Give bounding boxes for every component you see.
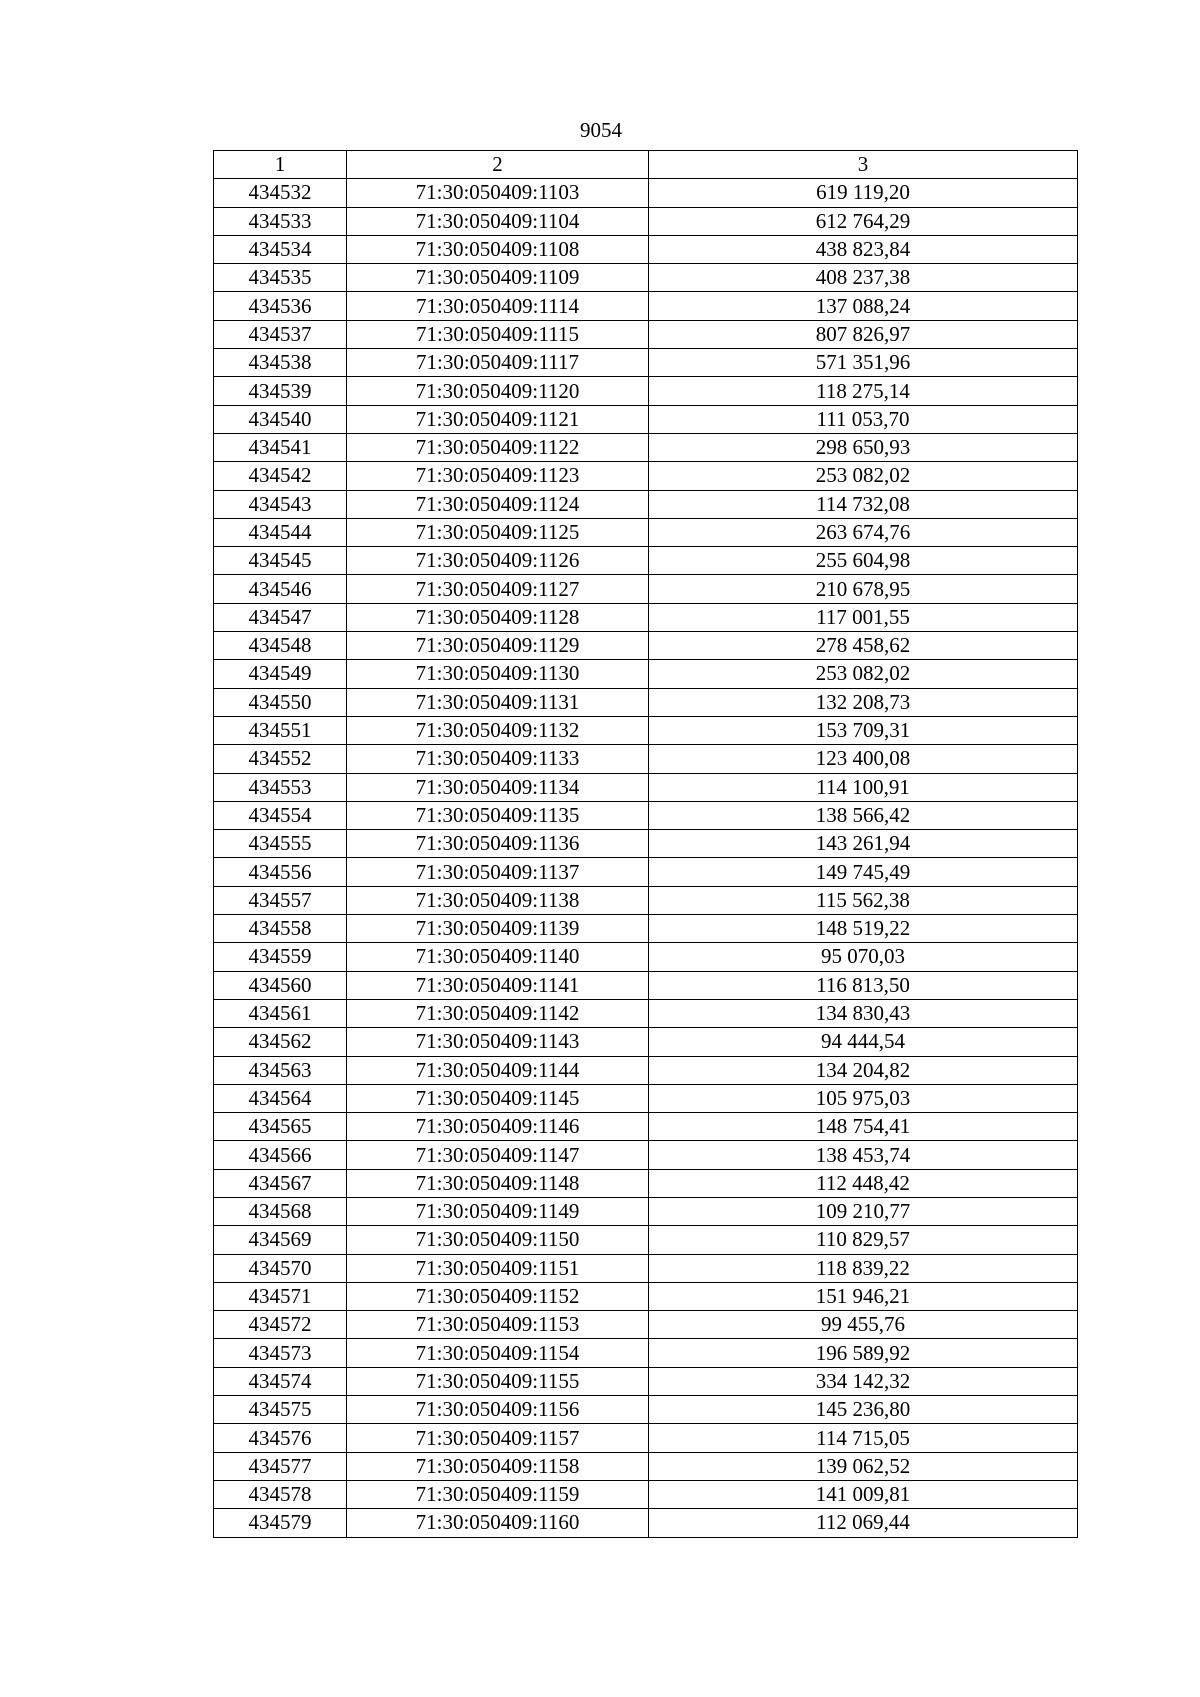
table-row [214, 999, 1078, 1027]
row-number-cell: 434553 [214, 773, 347, 801]
cadastral-number-cell: 71:30:050409:1158 [347, 1452, 649, 1480]
cadastral-value-cell: 210 678,95 [649, 575, 1078, 603]
cadastral-value-cell: 153 709,31 [649, 716, 1078, 744]
row-number-cell: 434578 [214, 1480, 347, 1508]
cadastral-number-cell: 71:30:050409:1155 [347, 1367, 649, 1395]
table-row [214, 320, 1078, 348]
table-row [214, 292, 1078, 320]
cadastral-value-cell: 110 829,57 [649, 1226, 1078, 1254]
cadastral-value-cell: 141 009,81 [649, 1480, 1078, 1508]
cadastral-number-cell: 71:30:050409:1121 [347, 405, 649, 433]
cadastral-value-cell: 807 826,97 [649, 320, 1078, 348]
cadastral-number-cell: 71:30:050409:1150 [347, 1226, 649, 1254]
cadastral-number-cell: 71:30:050409:1133 [347, 745, 649, 773]
cadastral-value-cell: 115 562,38 [649, 886, 1078, 914]
cadastral-value-cell: 334 142,32 [649, 1367, 1078, 1395]
cadastral-value-cell: 253 082,02 [649, 462, 1078, 490]
column-header-2: 2 [347, 151, 649, 179]
cadastral-number-cell: 71:30:050409:1144 [347, 1056, 649, 1084]
cadastral-value-cell: 123 400,08 [649, 745, 1078, 773]
cadastral-number-cell: 71:30:050409:1149 [347, 1197, 649, 1225]
cadastral-number-cell: 71:30:050409:1132 [347, 716, 649, 744]
cadastral-value-cell: 196 589,92 [649, 1339, 1078, 1367]
row-number-cell: 434536 [214, 292, 347, 320]
table-row [214, 264, 1078, 292]
cadastral-value-cell: 112 069,44 [649, 1509, 1078, 1537]
cadastral-number-cell: 71:30:050409:1104 [347, 207, 649, 235]
cadastral-number-cell: 71:30:050409:1135 [347, 801, 649, 829]
cadastral-value-cell: 99 455,76 [649, 1311, 1078, 1339]
table-row [214, 1056, 1078, 1084]
table-row [214, 632, 1078, 660]
cadastral-value-cell: 114 715,05 [649, 1424, 1078, 1452]
row-number-cell: 434541 [214, 433, 347, 461]
table-row [214, 349, 1078, 377]
cadastral-value-cell: 111 053,70 [649, 405, 1078, 433]
cadastral-number-cell: 71:30:050409:1157 [347, 1424, 649, 1452]
cadastral-number-cell: 71:30:050409:1126 [347, 547, 649, 575]
row-number-cell: 434569 [214, 1226, 347, 1254]
cadastral-number-cell: 71:30:050409:1115 [347, 320, 649, 348]
table-row [214, 433, 1078, 461]
row-number-cell: 434546 [214, 575, 347, 603]
row-number-cell: 434555 [214, 830, 347, 858]
cadastral-number-cell: 71:30:050409:1138 [347, 886, 649, 914]
row-number-cell: 434539 [214, 377, 347, 405]
cadastral-value-cell: 109 210,77 [649, 1197, 1078, 1225]
cadastral-number-cell: 71:30:050409:1143 [347, 1028, 649, 1056]
cadastral-number-cell: 71:30:050409:1159 [347, 1480, 649, 1508]
registry-table [213, 150, 1078, 1538]
table-row [214, 1226, 1078, 1254]
row-number-cell: 434564 [214, 1084, 347, 1112]
row-number-cell: 434549 [214, 660, 347, 688]
cadastral-value-cell: 114 100,91 [649, 773, 1078, 801]
row-number-cell: 434579 [214, 1509, 347, 1537]
table-row [214, 745, 1078, 773]
cadastral-number-cell: 71:30:050409:1139 [347, 915, 649, 943]
table-row [214, 915, 1078, 943]
table-row [214, 1424, 1078, 1452]
cadastral-value-cell: 118 839,22 [649, 1254, 1078, 1282]
row-number-cell: 434543 [214, 490, 347, 518]
cadastral-number-cell: 71:30:050409:1124 [347, 490, 649, 518]
cadastral-number-cell: 71:30:050409:1117 [347, 349, 649, 377]
row-number-cell: 434557 [214, 886, 347, 914]
table-row [214, 1480, 1078, 1508]
cadastral-number-cell: 71:30:050409:1125 [347, 518, 649, 546]
page-number: 9054 [580, 118, 622, 142]
table-row [214, 603, 1078, 631]
table-row [214, 660, 1078, 688]
cadastral-number-cell: 71:30:050409:1141 [347, 971, 649, 999]
row-number-cell: 434544 [214, 518, 347, 546]
table-row [214, 207, 1078, 235]
row-number-cell: 434538 [214, 349, 347, 377]
table-row [214, 716, 1078, 744]
cadastral-value-cell: 138 453,74 [649, 1141, 1078, 1169]
table-row [214, 405, 1078, 433]
cadastral-value-cell: 255 604,98 [649, 547, 1078, 575]
column-header-3: 3 [649, 151, 1078, 179]
row-number-cell: 434537 [214, 320, 347, 348]
column-header-1: 1 [214, 151, 347, 179]
cadastral-value-cell: 137 088,24 [649, 292, 1078, 320]
cadastral-value-cell: 408 237,38 [649, 264, 1078, 292]
table-row [214, 1282, 1078, 1310]
cadastral-value-cell: 114 732,08 [649, 490, 1078, 518]
row-number-cell: 434575 [214, 1396, 347, 1424]
table-row [214, 462, 1078, 490]
cadastral-number-cell: 71:30:050409:1131 [347, 688, 649, 716]
table-row [214, 547, 1078, 575]
row-number-cell: 434561 [214, 999, 347, 1027]
cadastral-number-cell: 71:30:050409:1140 [347, 943, 649, 971]
cadastral-value-cell: 149 745,49 [649, 858, 1078, 886]
row-number-cell: 434567 [214, 1169, 347, 1197]
table-row [214, 1452, 1078, 1480]
row-number-cell: 434547 [214, 603, 347, 631]
cadastral-number-cell: 71:30:050409:1103 [347, 179, 649, 207]
table-row [214, 1113, 1078, 1141]
cadastral-number-cell: 71:30:050409:1114 [347, 292, 649, 320]
cadastral-number-cell: 71:30:050409:1122 [347, 433, 649, 461]
cadastral-number-cell: 71:30:050409:1147 [347, 1141, 649, 1169]
row-number-cell: 434554 [214, 801, 347, 829]
row-number-cell: 434560 [214, 971, 347, 999]
table-row [214, 1509, 1078, 1537]
row-number-cell: 434550 [214, 688, 347, 716]
table-row [214, 1367, 1078, 1395]
cadastral-number-cell: 71:30:050409:1134 [347, 773, 649, 801]
cadastral-number-cell: 71:30:050409:1151 [347, 1254, 649, 1282]
table-row [214, 1169, 1078, 1197]
cadastral-number-cell: 71:30:050409:1142 [347, 999, 649, 1027]
table-row [214, 886, 1078, 914]
cadastral-number-cell: 71:30:050409:1108 [347, 235, 649, 263]
table-row [214, 1084, 1078, 1112]
table-row [214, 1141, 1078, 1169]
table-row [214, 1254, 1078, 1282]
cadastral-value-cell: 278 458,62 [649, 632, 1078, 660]
row-number-cell: 434563 [214, 1056, 347, 1084]
cadastral-number-cell: 71:30:050409:1129 [347, 632, 649, 660]
cadastral-number-cell: 71:30:050409:1145 [347, 1084, 649, 1112]
cadastral-value-cell: 118 275,14 [649, 377, 1078, 405]
cadastral-value-cell: 143 261,94 [649, 830, 1078, 858]
cadastral-value-cell: 438 823,84 [649, 235, 1078, 263]
cadastral-number-cell: 71:30:050409:1127 [347, 575, 649, 603]
row-number-cell: 434552 [214, 745, 347, 773]
row-number-cell: 434571 [214, 1282, 347, 1310]
cadastral-value-cell: 612 764,29 [649, 207, 1078, 235]
table-row [214, 688, 1078, 716]
cadastral-value-cell: 298 650,93 [649, 433, 1078, 461]
cadastral-value-cell: 117 001,55 [649, 603, 1078, 631]
table-row [214, 971, 1078, 999]
row-number-cell: 434556 [214, 858, 347, 886]
cadastral-value-cell: 134 204,82 [649, 1056, 1078, 1084]
row-number-cell: 434558 [214, 915, 347, 943]
row-number-cell: 434565 [214, 1113, 347, 1141]
cadastral-number-cell: 71:30:050409:1109 [347, 264, 649, 292]
row-number-cell: 434570 [214, 1254, 347, 1282]
cadastral-value-cell: 148 519,22 [649, 915, 1078, 943]
row-number-cell: 434535 [214, 264, 347, 292]
table-row [214, 518, 1078, 546]
cadastral-value-cell: 263 674,76 [649, 518, 1078, 546]
cadastral-number-cell: 71:30:050409:1160 [347, 1509, 649, 1537]
table-row [214, 830, 1078, 858]
cadastral-value-cell: 134 830,43 [649, 999, 1078, 1027]
row-number-cell: 434533 [214, 207, 347, 235]
cadastral-value-cell: 148 754,41 [649, 1113, 1078, 1141]
row-number-cell: 434574 [214, 1367, 347, 1395]
cadastral-number-cell: 71:30:050409:1156 [347, 1396, 649, 1424]
table-row [214, 801, 1078, 829]
cadastral-number-cell: 71:30:050409:1137 [347, 858, 649, 886]
table-row [214, 1339, 1078, 1367]
row-number-cell: 434572 [214, 1311, 347, 1339]
cadastral-number-cell: 71:30:050409:1146 [347, 1113, 649, 1141]
cadastral-value-cell: 151 946,21 [649, 1282, 1078, 1310]
cadastral-value-cell: 112 448,42 [649, 1169, 1078, 1197]
table-row [214, 575, 1078, 603]
row-number-cell: 434542 [214, 462, 347, 490]
table-row [214, 943, 1078, 971]
cadastral-number-cell: 71:30:050409:1153 [347, 1311, 649, 1339]
row-number-cell: 434568 [214, 1197, 347, 1225]
table-row [214, 377, 1078, 405]
cadastral-value-cell: 94 444,54 [649, 1028, 1078, 1056]
cadastral-number-cell: 71:30:050409:1128 [347, 603, 649, 631]
row-number-cell: 434551 [214, 716, 347, 744]
row-number-cell: 434576 [214, 1424, 347, 1452]
table-row [214, 773, 1078, 801]
table-row [214, 1311, 1078, 1339]
row-number-cell: 434540 [214, 405, 347, 433]
cadastral-number-cell: 71:30:050409:1130 [347, 660, 649, 688]
cadastral-value-cell: 105 975,03 [649, 1084, 1078, 1112]
cadastral-value-cell: 132 208,73 [649, 688, 1078, 716]
row-number-cell: 434573 [214, 1339, 347, 1367]
row-number-cell: 434548 [214, 632, 347, 660]
table-row [214, 179, 1078, 207]
cadastral-value-cell: 95 070,03 [649, 943, 1078, 971]
cadastral-number-cell: 71:30:050409:1148 [347, 1169, 649, 1197]
row-number-cell: 434562 [214, 1028, 347, 1056]
row-number-cell: 434559 [214, 943, 347, 971]
cadastral-value-cell: 571 351,96 [649, 349, 1078, 377]
table-row [214, 1396, 1078, 1424]
table-row [214, 235, 1078, 263]
cadastral-number-cell: 71:30:050409:1120 [347, 377, 649, 405]
row-number-cell: 434577 [214, 1452, 347, 1480]
table-header-row [214, 151, 1078, 179]
cadastral-value-cell: 619 119,20 [649, 179, 1078, 207]
table-row [214, 858, 1078, 886]
row-number-cell: 434566 [214, 1141, 347, 1169]
row-number-cell: 434534 [214, 235, 347, 263]
table-row [214, 1197, 1078, 1225]
cadastral-number-cell: 71:30:050409:1123 [347, 462, 649, 490]
cadastral-value-cell: 145 236,80 [649, 1396, 1078, 1424]
cadastral-value-cell: 253 082,02 [649, 660, 1078, 688]
cadastral-number-cell: 71:30:050409:1154 [347, 1339, 649, 1367]
table-row [214, 490, 1078, 518]
cadastral-value-cell: 116 813,50 [649, 971, 1078, 999]
table-row [214, 1028, 1078, 1056]
row-number-cell: 434545 [214, 547, 347, 575]
cadastral-value-cell: 138 566,42 [649, 801, 1078, 829]
cadastral-value-cell: 139 062,52 [649, 1452, 1078, 1480]
cadastral-number-cell: 71:30:050409:1136 [347, 830, 649, 858]
cadastral-number-cell: 71:30:050409:1152 [347, 1282, 649, 1310]
row-number-cell: 434532 [214, 179, 347, 207]
